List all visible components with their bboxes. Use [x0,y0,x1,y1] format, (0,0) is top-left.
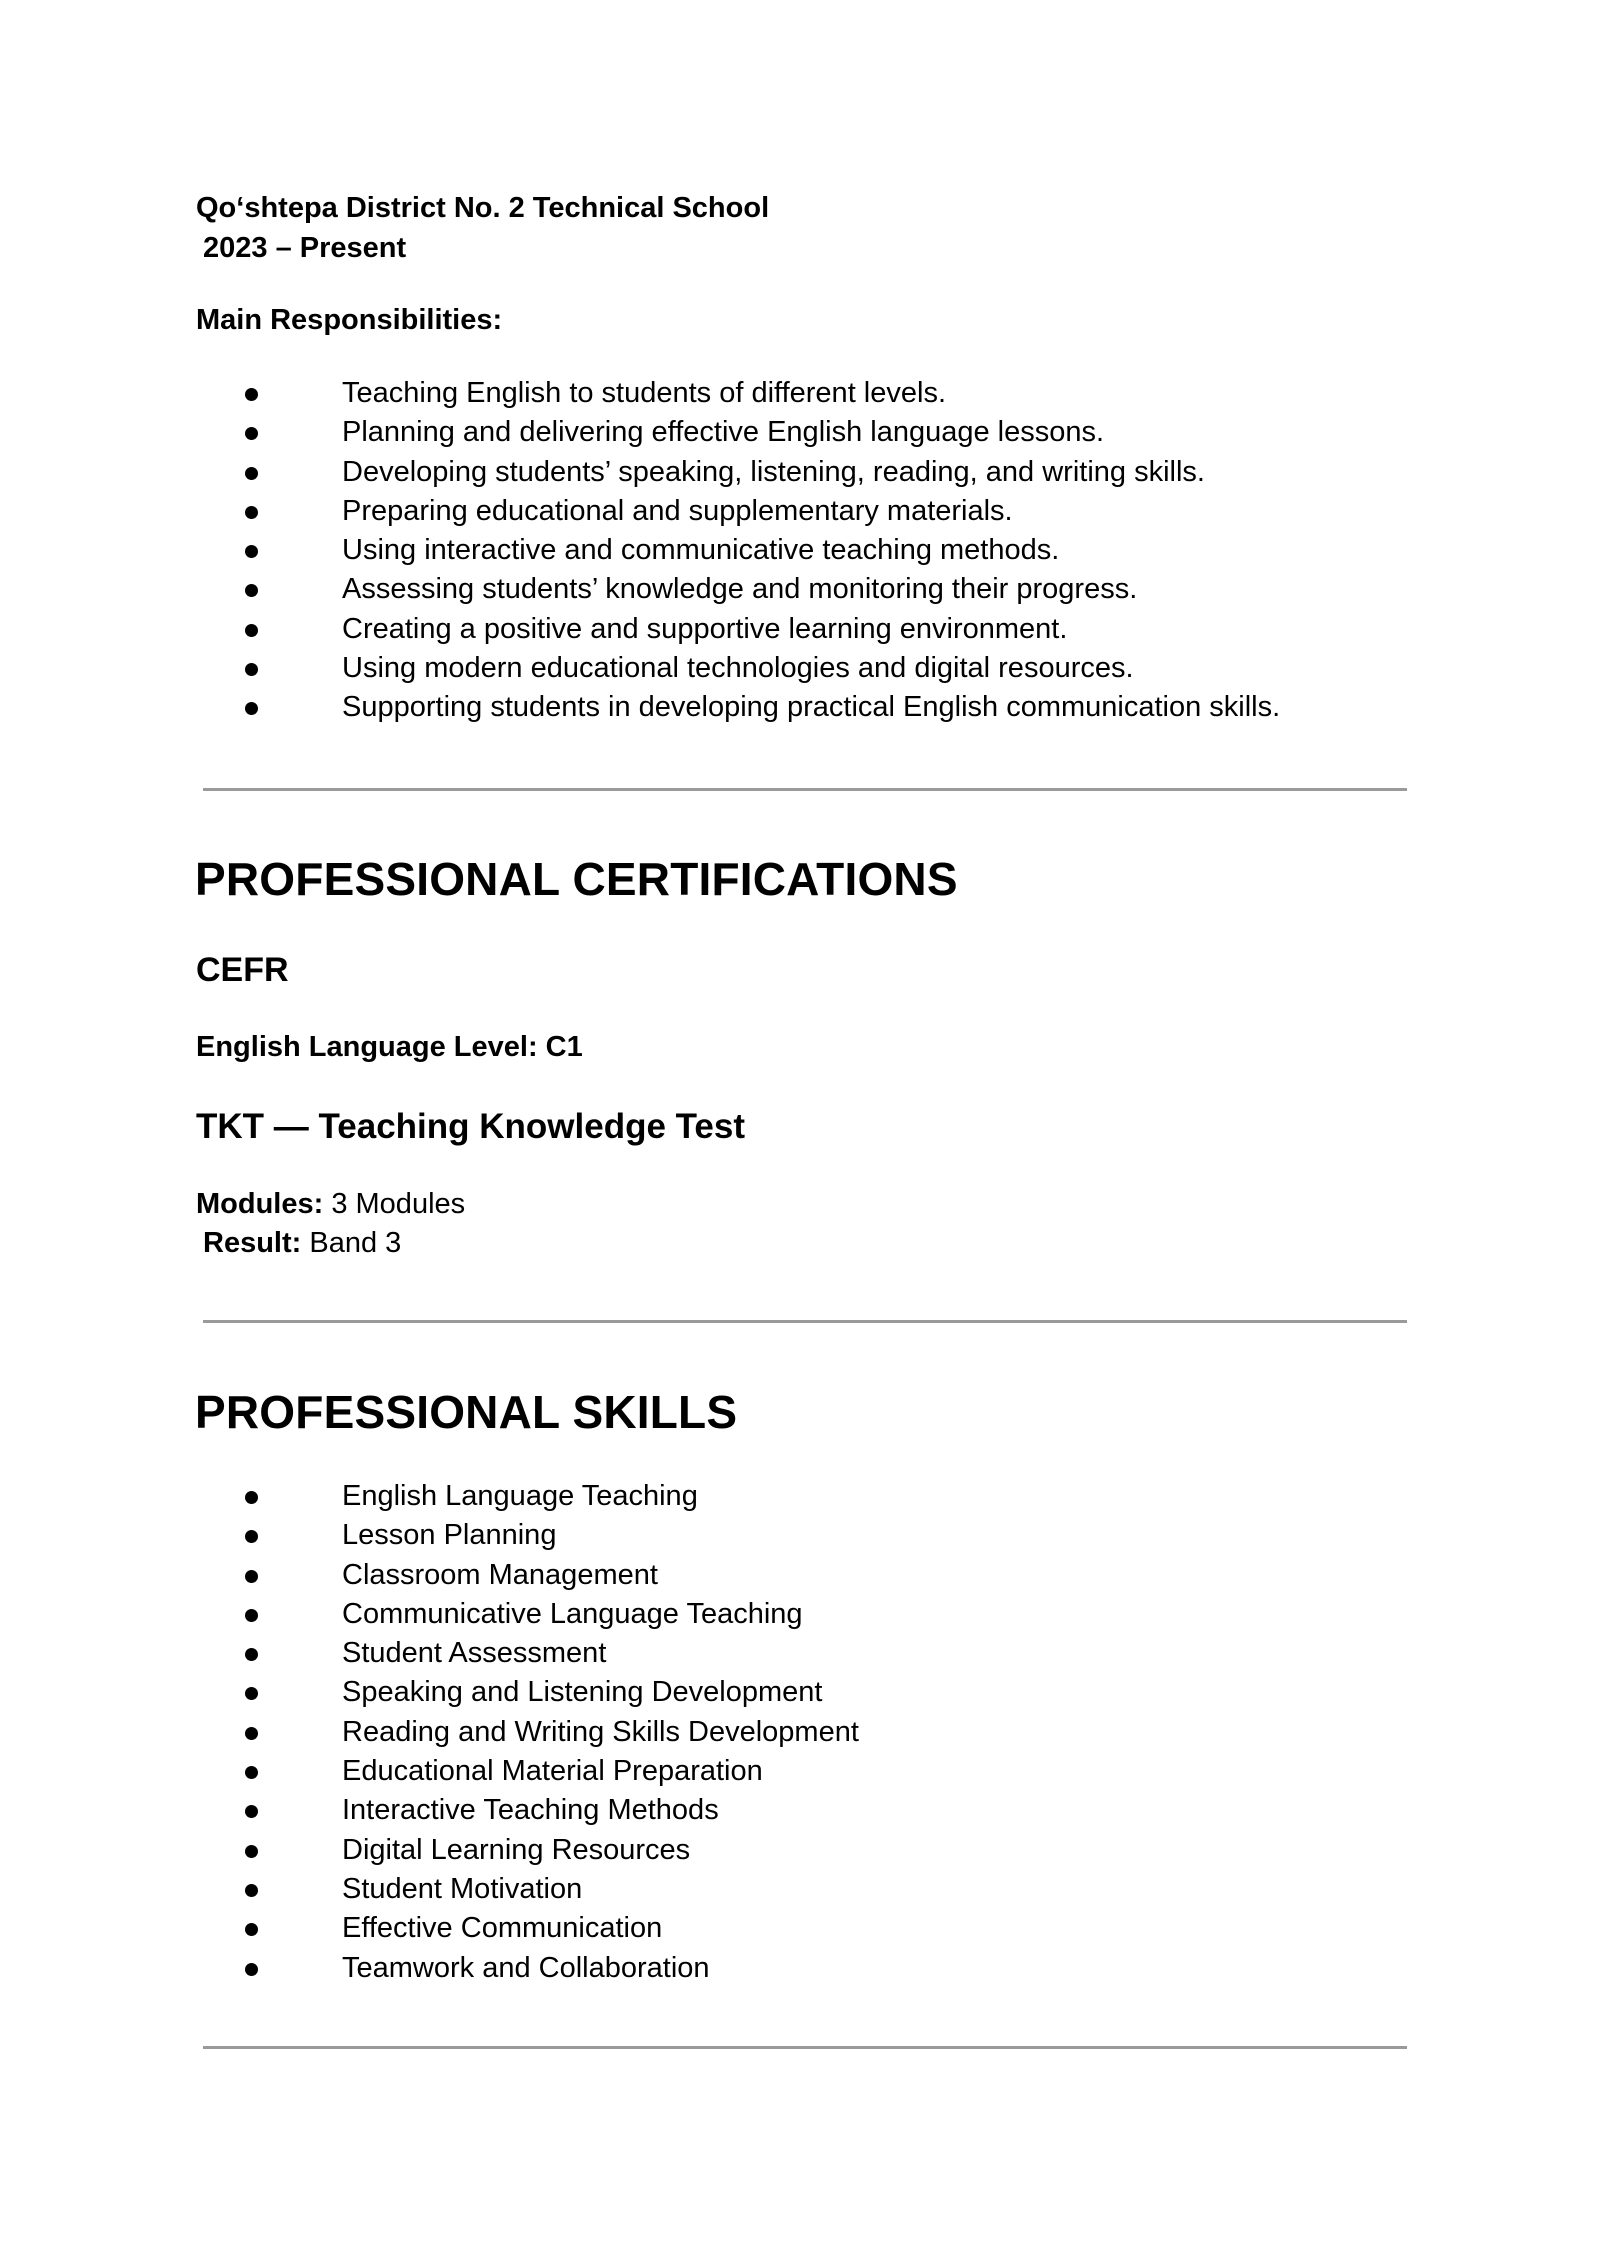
list-item: Reading and Writing Skills Development [245,1713,859,1752]
section-divider [203,1320,1407,1323]
employment-period: 2023 – Present [203,232,407,264]
bullet-icon [245,1570,258,1583]
bullet-icon [245,1845,258,1858]
bullet-icon [245,545,258,558]
list-item: Supporting students in developing practical English communication skills. [245,688,1280,727]
bullet-icon [245,1923,258,1936]
list-item: Assessing students’ knowledge and monitoring their progress. [245,570,1280,609]
bullet-icon [245,506,258,519]
list-item: Preparing educational and supplementary materials. [245,492,1280,531]
bullet-icon [245,427,258,440]
certifications-heading: PROFESSIONAL CERTIFICATIONS [195,853,958,905]
bullet-icon [245,467,258,480]
list-item: Using modern educational technologies and digital resources. [245,649,1280,688]
list-item: Developing students’ speaking, listening, reading, and writing skills. [245,453,1280,492]
bullet-icon [245,624,258,637]
modules-label: Modules: [196,1188,324,1220]
cefr-level: English Language Level: C1 [196,1031,583,1063]
skills-heading: PROFESSIONAL SKILLS [195,1386,738,1438]
list-item: Digital Learning Resources [245,1831,859,1870]
list-item: Student Motivation [245,1870,859,1909]
list-item: Classroom Management [245,1556,859,1595]
school-name: Qo‘shtepa District No. 2 Technical School [196,192,770,224]
section-divider [203,2046,1407,2049]
list-item: Speaking and Listening Development [245,1673,859,1712]
bullet-icon [245,1491,258,1504]
bullet-icon [245,1884,258,1897]
responsibilities-list [245,374,1280,728]
tkt-result [203,1224,401,1263]
bullet-icon [245,1727,258,1740]
list-item: Student Assessment [245,1634,859,1673]
bullet-icon [245,388,258,401]
list-item: Communicative Language Teaching [245,1595,859,1634]
bullet-icon [245,1609,258,1622]
bullet-icon [245,1963,258,1976]
result-value: Band 3 [301,1227,402,1259]
bullet-icon [245,663,258,676]
list-item: Lesson Planning [245,1516,859,1555]
bullet-icon [245,1805,258,1818]
list-item: Using interactive and communicative teaching methods. [245,531,1280,570]
list-item: Teamwork and Collaboration [245,1949,859,1988]
tkt-title: TKT — Teaching Knowledge Test [196,1107,746,1146]
bullet-icon [245,1648,258,1661]
list-item: Interactive Teaching Methods [245,1791,859,1830]
list-item: Creating a positive and supportive learning environment. [245,610,1280,649]
bullet-icon [245,1530,258,1543]
skills-list [245,1477,859,1988]
list-item: English Language Teaching [245,1477,859,1516]
modules-value: 3 Modules [323,1188,466,1220]
list-item: Effective Communication [245,1909,859,1948]
bullet-icon [245,584,258,597]
list-item: Teaching English to students of different levels. [245,374,1280,413]
bullet-icon [245,1766,258,1779]
bullet-icon [245,1687,258,1700]
tkt-modules [196,1185,465,1224]
responsibilities-heading: Main Responsibilities: [196,304,503,336]
list-item: Educational Material Preparation [245,1752,859,1791]
section-divider [203,788,1407,791]
bullet-icon [245,702,258,715]
cefr-title: CEFR [196,951,289,989]
result-label: Result: [203,1227,302,1259]
list-item: Planning and delivering effective English language lessons. [245,413,1280,452]
